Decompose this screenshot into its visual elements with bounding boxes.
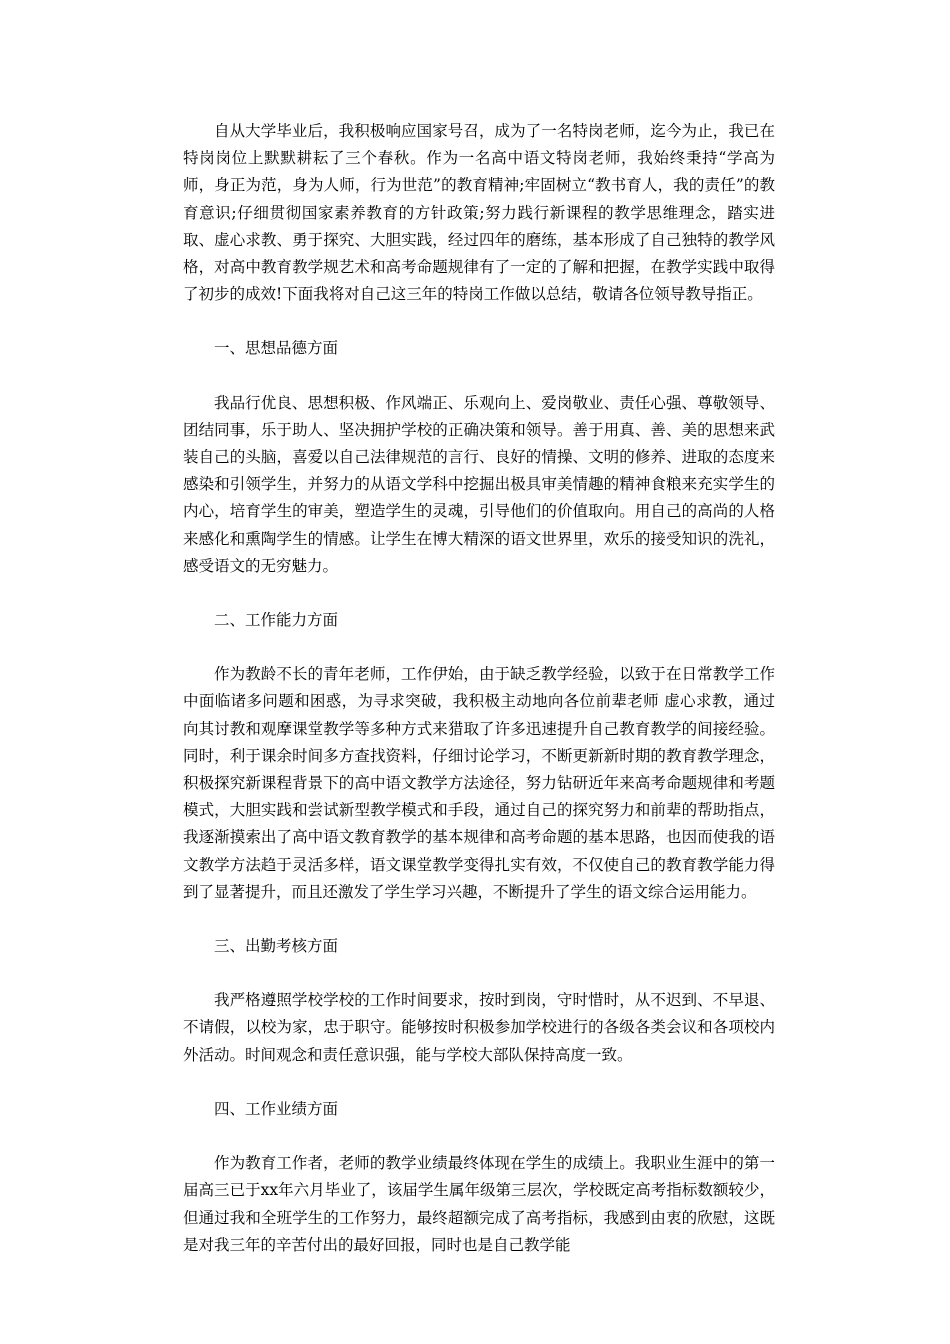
section-body-performance: 作为教育工作者，老师的教学业绩最终体现在学生的成绩上。我职业生涯中的第一届高三已于xx年六月毕业了，该届学生属年级第三层次，学校既定高考指标数额较少，但通过我和全班学生的工作努力，最终超额完成了高考指标，我感到由衷的欣慰，这既是对我三年的辛苦付出的最好回报，同时也是自己教学能 xyxy=(183,1154,775,1254)
intro-paragraph: 自从大学毕业后，我积极响应国家号召，成为了一名特岗老师，迄今为止，我已在特岗岗位上默默耕耘了三个春秋。作为一名高中语文特岗老师，我始终秉持“学高为师，身正为范，身为人师，行为世范”的教育精神;牢固树立“教书育人，我的责任”的教育意识;仔细贯彻国家素养教育的方针政策;努力践行新课程的教学思维理念，踏实进取、虚心求教、勇于探究、大胆实践，经过四年的磨练，基本形成了自己独特的教学风格，对高中教育教学规艺术和高考命题规律有了一定的了解和把握，在教学实践中取得了初步的成效!下面我将对自己这三年的特岗工作做以总结，敬请各位领导教导指正。 xyxy=(183,122,775,304)
section-heading-moral: 一、思想品德方面 xyxy=(214,339,339,358)
section-body-moral: 我品行优良、思想积极、作风端正、乐观向上、爱岗敬业、责任心强、尊敬领导、团结同事，乐于助人、坚决拥护学校的正确决策和领导。善于用真、善、美的思想来武装自己的头脑，喜爱以自己法律规范的言行、良好的情操、文明的修养、进取的态度来感染和引领学生，并努力的从语文学科中挖掘出极具审美情趣的精神食粮来充实学生的内心，培育学生的审美，塑造学生的灵魂，引导他们的价值取向。用自己的高尚的人格来感化和熏陶学生的情感。让学生在博大精深的语文世界里，欢乐的接受知识的洗礼，感受语文的无穷魅力。 xyxy=(183,393,775,575)
section-heading-ability: 二、工作能力方面 xyxy=(214,611,339,630)
section-body-attendance: 我严格遵照学校学校的工作时间要求，按时到岗，守时惜时，从不迟到、不早退、不请假，以校为家，忠于职守。能够按时积极参加学校进行的各级各类会议和各项校内外活动。时间观念和责任意识强，能与学校大部队保持高度一致。 xyxy=(183,991,775,1064)
section-heading-performance: 四、工作业绩方面 xyxy=(214,1099,339,1118)
section-body-ability: 作为教龄不长的青年老师，工作伊始，由于缺乏教学经验，以致于在日常教学工作中面临诸多问题和困惑，为寻求突破，我积极主动地向各位前辈老师 虚心求教，通过向其讨教和观摩课堂教学等多种方式来猎取了许多迅速提升自己教育教学的间接经验。同时，利于课余时间多方查找资料，仔细讨论学习，不断更新新时期的教育教学理念，积极探究新课程背景下的高中语文教学方法途径，努力钻研近年来高考命题规律和考题模式，大胆实践和尝试新型教学模式和手段，通过自己的探究努力和前辈的帮助指点，我逐渐摸索出了高中语文教育教学的基本规律和高考命题的基本思路，也因而使我的语文教学方法趋于灵活多样，语文课堂教学变得扎实有效，不仅使自己的教育教学能力得到了显著提升，而且还激发了学生学习兴趣，不断提升了学生的语文综合运用能力。 xyxy=(183,665,775,901)
section-heading-attendance: 三、出勤考核方面 xyxy=(214,937,339,956)
document-page xyxy=(183,118,775,1259)
